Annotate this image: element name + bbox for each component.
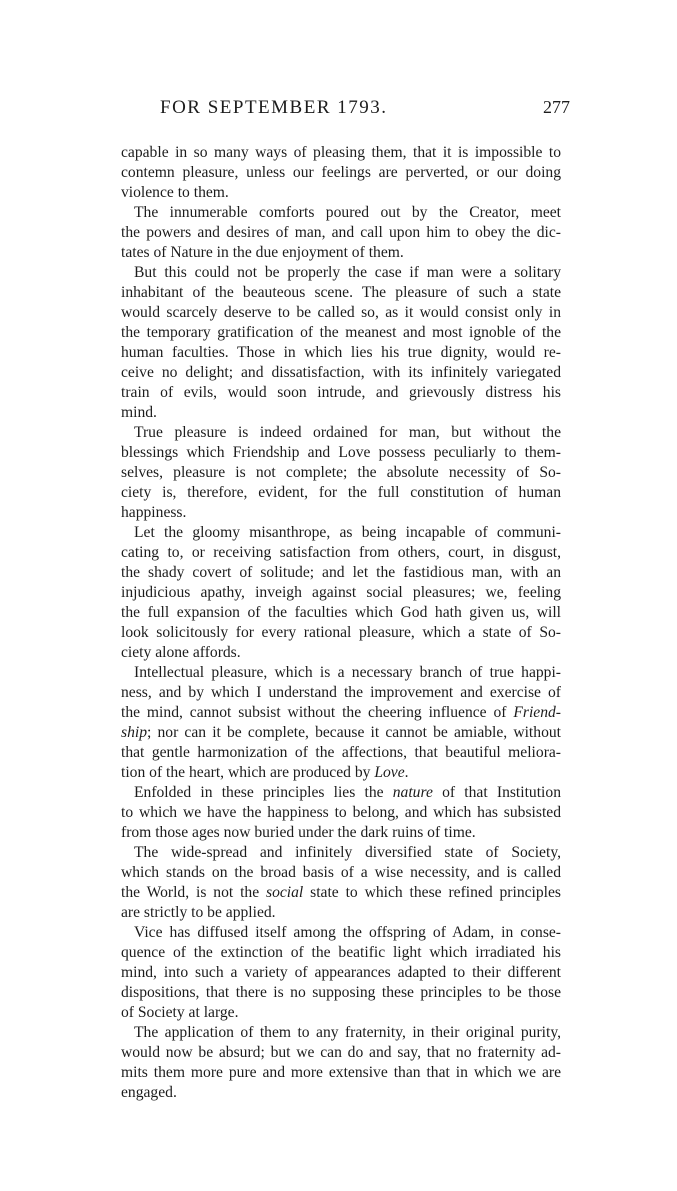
text-line: the powers and desires of man, and call upon him to obey the dic- [121, 224, 561, 241]
text-line: the temporary gratification of the meanest and most ignoble of the [121, 324, 561, 341]
text-line: blessings which Friendship and Love possess peculiarly to them- [121, 444, 561, 461]
text-line: tates of Nature in the due enjoyment of them. [121, 244, 404, 261]
text-line: quence of the extinction of the beatific light which irradiated his [121, 944, 561, 961]
text-line: ciety alone affords. [121, 644, 241, 661]
text-line: mits them more pure and more extensive than that in which we are [121, 1064, 561, 1081]
text-line: human faculties. Those in which lies his true dignity, would re- [121, 344, 561, 361]
text-line: ceive no delight; and dissatisfaction, with its infinitely variegated [121, 364, 561, 381]
text-line: cating to, or receiving satisfaction from others, court, in disgust, [121, 544, 561, 561]
text-line: that gentle harmonization of the affections, that beautiful meliora- [121, 744, 561, 761]
text-line: tion of the heart, which are produced by Love. [121, 764, 409, 781]
text-line: dispositions, that there is no supposing these principles to be those [121, 984, 561, 1001]
text-line: are strictly to be applied. [121, 904, 276, 921]
text-line: of Society at large. [121, 1004, 239, 1021]
text-line: Let the gloomy misanthrope, as being incapable of communi- [134, 524, 561, 541]
text-line: The innumerable comforts poured out by the Creator, meet [134, 204, 561, 221]
text-line: ciety is, therefore, evident, for the full constitution of human [121, 484, 561, 501]
text-line: ship; nor can it be complete, because it cannot be amiable, without [121, 724, 561, 741]
text-line: Enfolded in these principles lies the nature of that Institution [134, 784, 561, 801]
text-line: the full expansion of the faculties which God hath given us, will [121, 604, 561, 621]
text-line: from those ages now buried under the dark ruins of time. [121, 824, 476, 841]
text-line: the mind, cannot subsist without the cheering influence of Friend- [121, 704, 561, 721]
text-line: happiness. [121, 504, 187, 521]
text-line: True pleasure is indeed ordained for man, but without the [134, 424, 561, 441]
text-line: inhabitant of the beauteous scene. The pleasure of such a state [121, 284, 561, 301]
text-line: contemn pleasure, unless our feelings are perverted, or our doing [121, 164, 561, 181]
text-line: Vice has diffused itself among the offspring of Adam, in conse- [134, 924, 561, 941]
page-number: 277 [543, 97, 570, 117]
text-line: would scarcely deserve to be called so, as it would consist only in [121, 304, 561, 321]
text-line: which stands on the broad basis of a wise necessity, and is called [121, 864, 561, 881]
text-line: injudicious apathy, inveigh against social pleasures; we, feeling [121, 584, 561, 601]
text-line: violence to them. [121, 184, 229, 201]
text-line: mind. [121, 404, 157, 421]
text-line: The wide-spread and infinitely diversified state of Society, [134, 844, 561, 861]
text-line: to which we have the happiness to belong, and which has subsisted [121, 804, 561, 821]
text-line: engaged. [121, 1084, 177, 1101]
text-line: the World, is not the social state to which these refined principles [121, 884, 561, 901]
running-title: FOR SEPTEMBER 1793. [160, 97, 388, 118]
text-line: would now be absurd; but we can do and say, that no fraternity ad- [121, 1044, 561, 1061]
text-line: The application of them to any fraternity, in their original purity, [134, 1024, 561, 1041]
text-line: look solicitously for every rational pleasure, which a state of So- [121, 624, 561, 641]
text-line: selves, pleasure is not complete; the absolute necessity of So- [121, 464, 561, 481]
text-line: But this could not be properly the case if man were a solitary [134, 264, 561, 281]
text-line: capable in so many ways of pleasing them, that it is impossible to [121, 144, 561, 161]
text-line: ness, and by which I understand the improvement and exercise of [121, 684, 561, 701]
text-line: Intellectual pleasure, which is a necessary branch of true happi- [134, 664, 561, 681]
text-line: mind, into such a variety of appearances adapted to their different [121, 964, 561, 981]
text-line: train of evils, would soon intrude, and grievously distress his [121, 384, 561, 401]
text-line: the shady covert of solitude; and let the fastidious man, with an [121, 564, 561, 581]
